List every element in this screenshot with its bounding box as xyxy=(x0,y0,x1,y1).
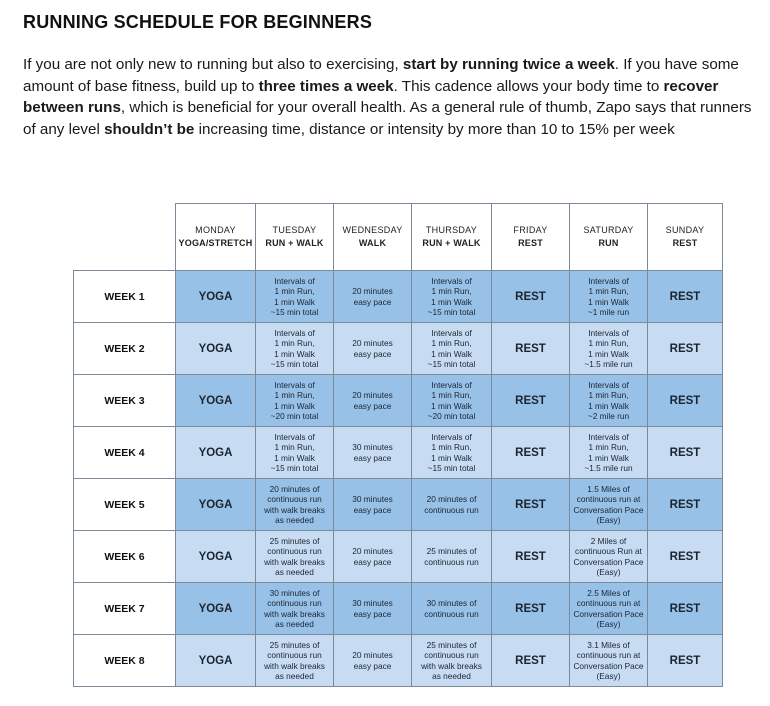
day-name: TUESDAY xyxy=(272,225,317,235)
schedule-cell: 20 minutes easy pace xyxy=(334,375,412,427)
day-header xyxy=(648,204,723,271)
header-row xyxy=(74,204,723,271)
intro-text: increasing time, distance or intensity by more than 10 to 15% per week xyxy=(194,120,675,138)
day-name: SATURDAY xyxy=(583,225,634,235)
schedule-cell: 20 minutes easy pace xyxy=(334,531,412,583)
schedule-cell: YOGA xyxy=(176,635,256,687)
schedule-cell: REST xyxy=(648,583,723,635)
schedule-cell: 30 minutes of continuous run xyxy=(412,583,492,635)
schedule-cell: REST xyxy=(492,375,570,427)
schedule-cell: REST xyxy=(648,479,723,531)
schedule-cell: REST xyxy=(492,479,570,531)
schedule-cell: Intervals of 1 min Run, 1 min Walk ~15 min total xyxy=(256,271,334,323)
schedule-cell: REST xyxy=(648,375,723,427)
schedule-cell: 30 minutes easy pace xyxy=(334,479,412,531)
day-header xyxy=(570,204,648,271)
day-header xyxy=(334,204,412,271)
schedule-cell: 20 minutes easy pace xyxy=(334,271,412,323)
schedule-cell: YOGA xyxy=(176,531,256,583)
schedule-cell: Intervals of 1 min Run, 1 min Walk ~15 min total xyxy=(412,271,492,323)
schedule-cell: 2 Miles of continuous Run at Conversation Pace (Easy) xyxy=(570,531,648,583)
schedule-cell: 20 minutes easy pace xyxy=(334,323,412,375)
schedule-cell: Intervals of 1 min Run, 1 min Walk ~2 mile run xyxy=(570,375,648,427)
intro-emphasis: recover between runs xyxy=(23,77,719,116)
week-label: WEEK 8 xyxy=(74,635,176,687)
schedule-cell: 25 minutes of continuous run xyxy=(412,531,492,583)
schedule-cell: YOGA xyxy=(176,479,256,531)
schedule-cell: 2.5 Miles of continuous run at Conversation Pace (Easy) xyxy=(570,583,648,635)
week-label: WEEK 2 xyxy=(74,323,176,375)
schedule-cell: Intervals of 1 min Run, 1 min Walk ~20 min total xyxy=(412,375,492,427)
schedule-cell: Intervals of 1 min Run, 1 min Walk ~15 min total xyxy=(412,323,492,375)
intro-emphasis: three times a week xyxy=(258,77,394,95)
schedule-cell: 25 minutes of continuous run with walk breaks as needed xyxy=(412,635,492,687)
day-name: THURSDAY xyxy=(425,225,478,235)
schedule-cell: Intervals of 1 min Run, 1 min Walk ~1.5 mile run xyxy=(570,323,648,375)
day-header xyxy=(412,204,492,271)
intro-text: If you are not only new to running but also to exercising, xyxy=(23,56,403,73)
schedule-cell: REST xyxy=(648,271,723,323)
day-activity: RUN + WALK xyxy=(265,238,324,248)
schedule-cell: 30 minutes of continuous run with walk breaks as needed xyxy=(256,583,334,635)
corner-cell xyxy=(74,204,176,271)
day-activity: WALK xyxy=(358,238,387,248)
week-label: WEEK 5 xyxy=(74,479,176,531)
day-activity: REST xyxy=(518,238,543,248)
week-row xyxy=(74,323,723,375)
week-label: WEEK 6 xyxy=(74,531,176,583)
intro-text: . This cadence allows your body time to xyxy=(393,77,664,95)
week-label: WEEK 4 xyxy=(74,427,176,479)
schedule-cell: REST xyxy=(492,323,570,375)
schedule-cell: REST xyxy=(648,635,723,687)
schedule-cell: YOGA xyxy=(176,271,256,323)
schedule-cell: 20 minutes of continuous run with walk breaks as needed xyxy=(256,479,334,531)
week-row xyxy=(74,635,723,687)
schedule-cell: REST xyxy=(492,427,570,479)
schedule-cell: 30 minutes easy pace xyxy=(334,427,412,479)
week-row xyxy=(74,427,723,479)
schedule-cell: Intervals of 1 min Run, 1 min Walk ~15 min total xyxy=(256,427,334,479)
schedule-cell: 3.1 Miles of continuous run at Conversation Pace (Easy) xyxy=(570,635,648,687)
week-row xyxy=(74,375,723,427)
schedule-cell: 25 minutes of continuous run with walk breaks as needed xyxy=(256,531,334,583)
week-row xyxy=(74,531,723,583)
day-name: MONDAY xyxy=(195,225,236,235)
intro-paragraph xyxy=(23,54,768,140)
schedule-cell: 1.5 Miles of continuous run at Conversation Pace (Easy) xyxy=(570,479,648,531)
day-name: SUNDAY xyxy=(665,225,705,235)
schedule-cell: 25 minutes of continuous run with walk breaks as needed xyxy=(256,635,334,687)
schedule-cell: 20 minutes easy pace xyxy=(334,635,412,687)
intro-text: , which is beneficial for your overall health. As a general rule of thumb, Zapo says that runners of any level xyxy=(23,99,752,138)
schedule-cell: REST xyxy=(492,583,570,635)
week-label: WEEK 3 xyxy=(74,375,176,427)
day-name: WEDNESDAY xyxy=(342,225,403,235)
page-title: RUNNING SCHEDULE FOR BEGINNERS xyxy=(23,12,373,32)
schedule-cell: YOGA xyxy=(176,375,256,427)
schedule-cell: YOGA xyxy=(176,583,256,635)
schedule-cell: REST xyxy=(648,323,723,375)
day-header xyxy=(492,204,570,271)
intro-emphasis: shouldn’t be xyxy=(104,120,195,138)
schedule-cell: REST xyxy=(492,635,570,687)
week-label: WEEK 7 xyxy=(74,583,176,635)
week-row xyxy=(74,479,723,531)
schedule-cell: REST xyxy=(492,271,570,323)
schedule-cell: Intervals of 1 min Run, 1 min Walk ~1 mile run xyxy=(570,271,648,323)
schedule-cell: YOGA xyxy=(176,323,256,375)
schedule-cell: YOGA xyxy=(176,427,256,479)
day-activity: REST xyxy=(672,238,698,248)
intro-emphasis: start by running twice a week xyxy=(402,56,615,73)
week-label: WEEK 1 xyxy=(74,271,176,323)
schedule-cell: REST xyxy=(648,531,723,583)
day-header xyxy=(256,204,334,271)
day-name: FRIDAY xyxy=(513,225,548,235)
schedule-cell: Intervals of 1 min Run, 1 min Walk ~15 min total xyxy=(412,427,492,479)
schedule-cell: 20 minutes of continuous run xyxy=(412,479,492,531)
day-activity: RUN xyxy=(598,238,619,248)
schedule-cell: Intervals of 1 min Run, 1 min Walk ~20 min total xyxy=(256,375,334,427)
running-schedule-table xyxy=(73,203,723,687)
schedule-cell: Intervals of 1 min Run, 1 min Walk ~1.5 mile run xyxy=(570,427,648,479)
day-activity: YOGA/STRETCH xyxy=(178,238,253,248)
day-activity: RUN + WALK xyxy=(422,238,481,248)
schedule-cell: 30 minutes easy pace xyxy=(334,583,412,635)
week-row xyxy=(74,271,723,323)
schedule-cell: REST xyxy=(492,531,570,583)
schedule-cell: REST xyxy=(648,427,723,479)
week-row xyxy=(74,583,723,635)
schedule-cell: Intervals of 1 min Run, 1 min Walk ~15 min total xyxy=(256,323,334,375)
day-header xyxy=(176,204,256,271)
intro-text: . If you have some amount of base fitness, build up to xyxy=(23,56,739,95)
